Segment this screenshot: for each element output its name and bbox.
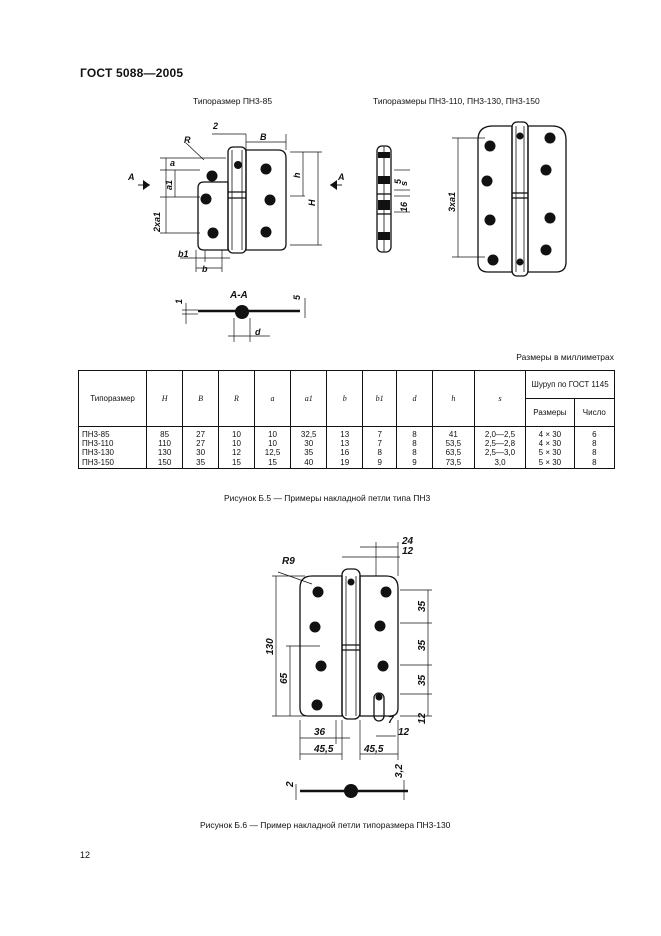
dim-45-5-right: 45,5: [364, 744, 384, 755]
dimensions-table: [78, 370, 615, 469]
col-screw-sizes: Размеры: [526, 399, 574, 427]
section-knuckle: [235, 305, 249, 319]
figure5-left-caption: Типоразмер ПН3-85: [193, 96, 273, 106]
dim-s: s: [399, 180, 409, 186]
dim-5-side: 5: [393, 178, 403, 184]
dim-b-cap: B: [260, 132, 267, 142]
hinge-left-leaf: [198, 182, 228, 250]
table-row: ПН3-85 85 27 10 10 32,5 13 7 8 41 2,0—2,5 4 × 30 6: [79, 427, 615, 440]
dim-65: 65: [279, 672, 290, 684]
dim-16: 16: [399, 201, 409, 212]
table-row: ПН3-130 130 30 12 12,5 35 16 8 8 63,5 2,5—3,0 5 × 30 8: [79, 448, 615, 457]
dim-5: 5: [292, 294, 302, 300]
col-a: a: [254, 371, 290, 427]
hinge3-knuckle: [512, 122, 528, 276]
dim-36: 36: [314, 727, 326, 738]
col-screw-group: Шуруп по ГОСТ 1145: [526, 371, 615, 399]
table-row: ПН3-150 150 35 15 15 40 19 9 9 73,5 3,0 5 × 30 8: [79, 458, 615, 469]
col-size: Типоразмер: [79, 371, 147, 427]
document-header: ГОСТ 5088—2005: [80, 66, 184, 80]
screw-hole: [208, 228, 219, 239]
dim-d: d: [255, 327, 261, 337]
screw-hole: [265, 195, 276, 206]
dim-b1: b1: [178, 249, 189, 259]
dim-7: 7: [388, 715, 394, 726]
dim-24: 24: [402, 536, 414, 547]
screw-hole: [261, 164, 272, 175]
screw-hole: [201, 194, 212, 205]
col-a1: a1: [291, 371, 327, 427]
col-d: d: [397, 371, 433, 427]
col-screw-count: Число: [574, 399, 614, 427]
col-h: h: [432, 371, 474, 427]
dim-2: 2: [213, 121, 219, 131]
col-s: s: [474, 371, 525, 427]
dim-3-2: 3,2: [394, 764, 405, 778]
figure5-right-caption: Типоразмеры ПН3-110, ПН3-130, ПН3-150: [373, 96, 540, 106]
col-h-cap: H: [147, 371, 183, 427]
dim-1: 1: [174, 298, 184, 304]
view-mark-right: А: [338, 172, 345, 182]
dim-a: a: [170, 158, 176, 168]
figure6-drawing: [0, 530, 661, 810]
units-note: Размеры в миллиметрах: [516, 352, 614, 362]
dim-3xa1: 3xa1: [447, 191, 457, 212]
col-b: b: [327, 371, 363, 427]
figure6-caption: Рисунок Б.6 — Пример накладной петли типоразмера ПН3-130: [200, 820, 451, 830]
figure5-caption: Рисунок Б.5 — Примеры накладной петли типа ПН3: [224, 493, 431, 503]
col-b1: b1: [363, 371, 397, 427]
dim-r9: R9: [282, 556, 295, 567]
dim-h-cap: H: [307, 199, 317, 206]
screw-hole: [207, 171, 218, 182]
dim-35-c: 35: [417, 674, 428, 686]
dim-2xa1: 2xa1: [152, 211, 162, 232]
dim-2: 2: [285, 781, 296, 787]
dim-h: h: [292, 172, 302, 178]
dim-12-bottom: 12: [398, 727, 410, 738]
dim-a1: a1: [164, 179, 174, 190]
col-r: R: [219, 371, 255, 427]
dim-12-side: 12: [417, 712, 428, 724]
screw-hole: [261, 227, 272, 238]
pin-hole: [234, 161, 242, 169]
hinge130-knuckle: [342, 569, 360, 719]
dim-12-top: 12: [402, 546, 414, 557]
dim-130: 130: [265, 638, 276, 655]
dim-45-5-left: 45,5: [314, 744, 334, 755]
dim-35-a: 35: [417, 600, 428, 612]
dim-35-b: 35: [417, 639, 428, 651]
col-b-cap: B: [183, 371, 219, 427]
dim-b: b: [202, 264, 208, 274]
table-row: ПН3-110 110 27 10 10 30 13 7 8 53,5 2,5—2,8 4 × 30 8: [79, 439, 615, 448]
dim-r: R: [184, 135, 191, 145]
section-label: А-А: [230, 290, 248, 301]
view-mark-left: А: [128, 172, 135, 182]
page-number: 12: [80, 850, 91, 860]
figure5-drawing: [0, 110, 661, 350]
